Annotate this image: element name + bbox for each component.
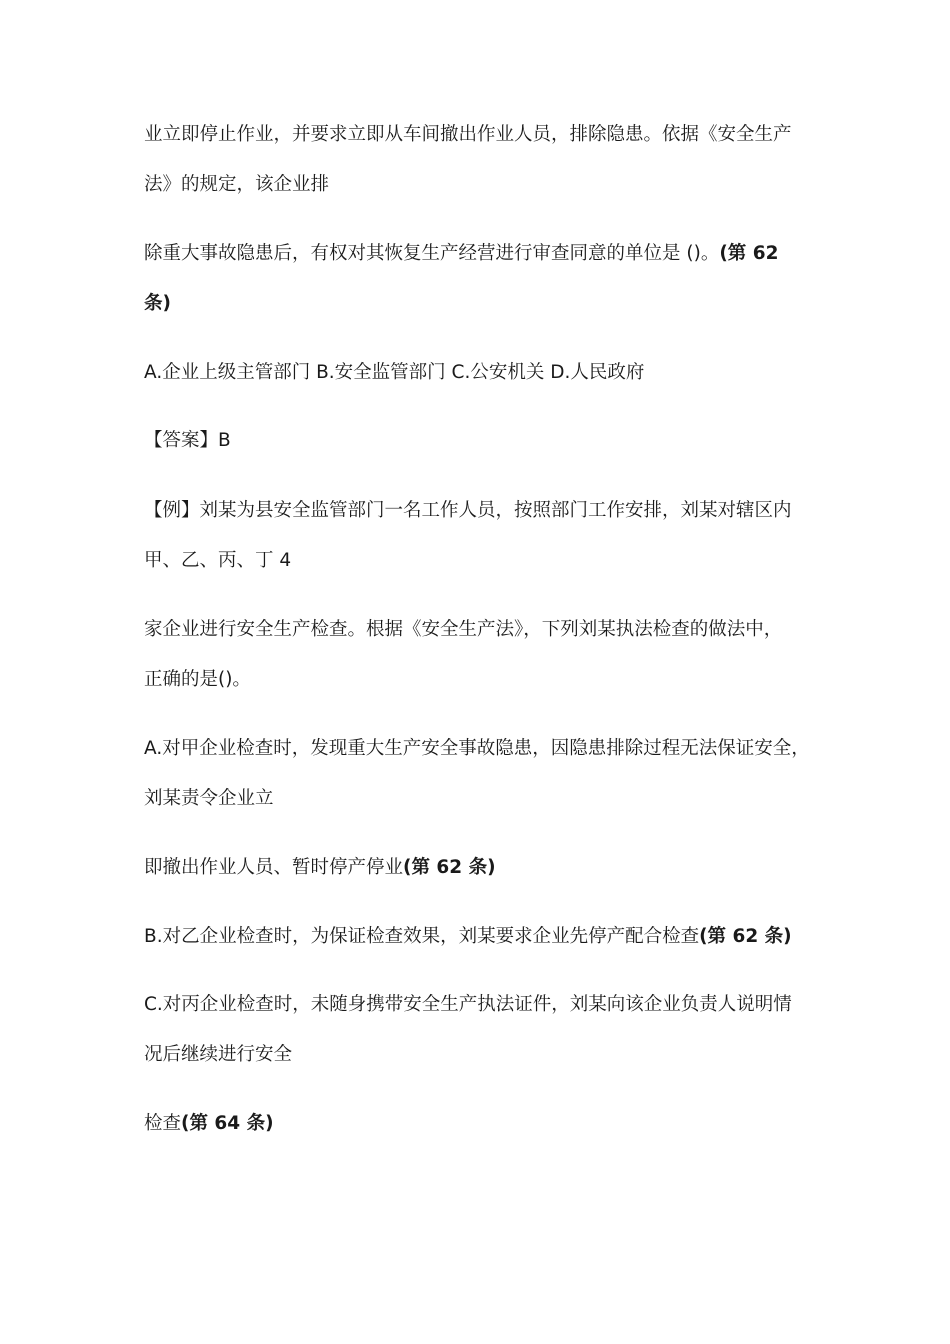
article-reference: (第 62 条) (699, 926, 792, 947)
text-line: 业立即停止作业，并要求立即从车间撤出作业人员，排除隐患。依据《安全生产 (144, 124, 792, 145)
paragraph-2 (144, 229, 824, 329)
option-b (144, 912, 824, 962)
text-line: 正确的是()。 (144, 669, 251, 690)
text-normal: 检查 (144, 1113, 182, 1134)
text-line: 刘某责令企业立 (144, 788, 274, 809)
text-line (144, 279, 824, 329)
option-c (144, 980, 824, 1080)
text-line (144, 843, 824, 893)
article-reference: (第 62 条) (403, 857, 496, 878)
text-line (144, 229, 824, 279)
article-reference: 条) (144, 293, 171, 314)
article-reference: (第 62 (719, 243, 779, 264)
text-normal: 即撤出作业人员、暂时停产停业 (144, 857, 404, 878)
text-line: A.企业上级主管部门 B.安全监管部门 C.公安机关 D.人民政府 (144, 362, 645, 383)
text-line: 法》的规定，该企业排 (144, 174, 330, 195)
paragraph-1 (144, 110, 824, 210)
text-line (144, 1099, 824, 1149)
text-line: C.对丙企业检查时，未随身携带安全生产执法证件，刘某向该企业负责人说明情 (144, 994, 792, 1015)
paragraph-example (144, 486, 824, 586)
text-normal: B.对乙企业检查时，为保证检查效果，刘某要求企业先停产配合检查 (144, 926, 700, 947)
text-line: 甲、乙、丙、丁 4 (144, 550, 292, 571)
text-line (144, 912, 824, 962)
text-line: 【答案】B (144, 430, 231, 451)
text-line: A.对甲企业检查时，发现重大生产安全事故隐患，因隐患排除过程无法保证安全， (144, 738, 810, 759)
text-line: 【例】刘某为县安全监管部门一名工作人员，按照部门工作安排，刘某对辖区内 (144, 500, 792, 521)
option-c-continued (144, 1099, 824, 1149)
answer-line (144, 416, 824, 466)
option-a (144, 724, 824, 824)
article-reference: (第 64 条) (181, 1113, 274, 1134)
paragraph-question (144, 605, 824, 705)
paragraph-options (144, 348, 824, 398)
text-normal: 除重大事故隐患后，有权对其恢复生产经营进行审查同意的单位是 ()。 (144, 243, 720, 264)
text-line: 况后继续进行安全 (144, 1044, 293, 1065)
text-line: 家企业进行安全生产检查。根据《安全生产法》，下列刘某执法检查的做法中， (144, 619, 783, 640)
option-a-continued (144, 843, 824, 893)
